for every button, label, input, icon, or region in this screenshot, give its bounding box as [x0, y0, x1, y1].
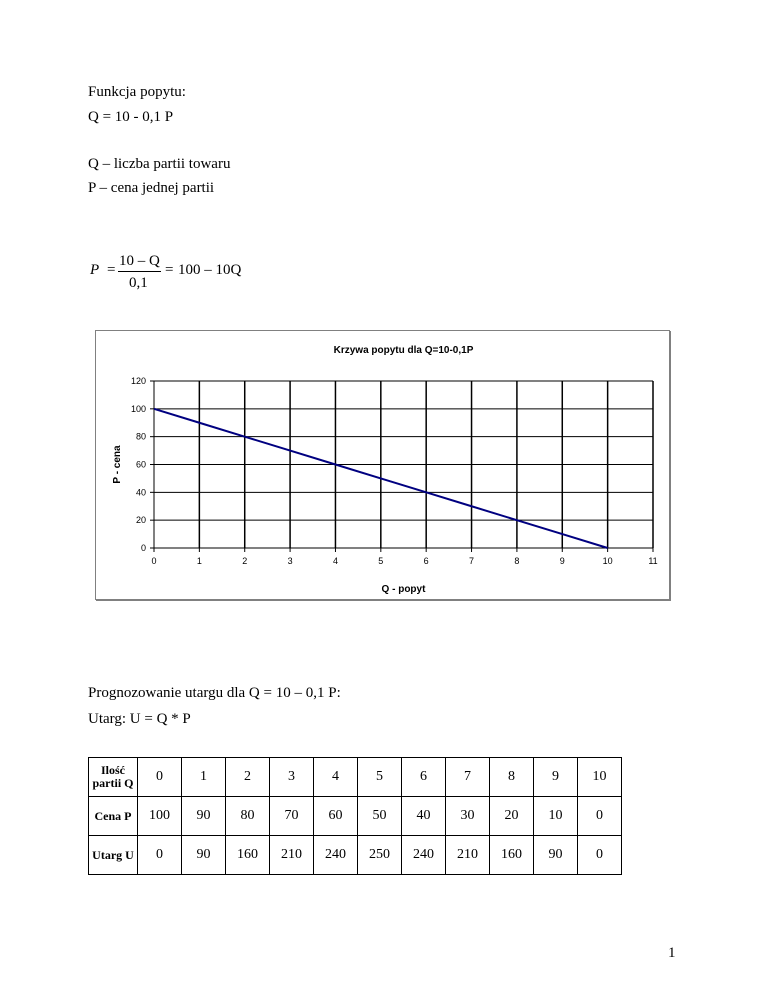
revenue-table [88, 757, 622, 875]
y-tick-label: 0 [140, 543, 146, 553]
row-label: Ilość partii Q [89, 758, 138, 797]
table-cell: 160 [226, 836, 270, 875]
page-number: 1 [668, 945, 676, 961]
demand-heading: Funkcja popytu: [88, 84, 186, 100]
table-cell: 6 [402, 758, 446, 797]
demand-formula: Q = 10 - 0,1 P [88, 109, 174, 125]
q-definition: Q – liczba partii towaru [88, 156, 231, 172]
x-tick-label: 10 [602, 556, 613, 566]
x-tick-label: 3 [287, 556, 293, 566]
y-tick-label: 80 [135, 431, 146, 442]
table-cell: 90 [534, 836, 578, 875]
y-axis-label: P - cena [112, 445, 123, 484]
y-tick-label: 60 [135, 459, 146, 470]
x-tick-label: 2 [242, 556, 248, 566]
table-row [89, 758, 622, 797]
table-cell: 240 [314, 836, 358, 875]
table-cell: 0 [578, 797, 622, 836]
table-cell: 30 [446, 797, 490, 836]
table-cell: 40 [402, 797, 446, 836]
table-cell: 80 [226, 797, 270, 836]
table-cell: 210 [446, 836, 490, 875]
table-cell: 90 [182, 836, 226, 875]
table-row [89, 797, 622, 836]
row-label: Utarg U [89, 836, 138, 875]
table-cell: 3 [270, 758, 314, 797]
table-cell: 10 [534, 797, 578, 836]
eq-sign-2: = [165, 262, 174, 278]
x-tick-label: 8 [514, 556, 520, 566]
table-cell: 100 [138, 797, 182, 836]
table-cell: 60 [314, 797, 358, 836]
eq-lhs: P [90, 262, 100, 278]
table-cell: 0 [578, 836, 622, 875]
x-tick-label: 6 [423, 556, 429, 566]
x-axis-label: Q - popyt [381, 584, 426, 595]
p-definition: P – cena jednej partii [88, 180, 215, 196]
eq-sign-1: = [107, 262, 116, 278]
table-cell: 210 [270, 836, 314, 875]
demand-chart [95, 330, 670, 600]
table-cell: 5 [358, 758, 402, 797]
row-label: Cena P [89, 797, 138, 836]
table-cell: 240 [402, 836, 446, 875]
table-cell: 8 [490, 758, 534, 797]
table-cell: 9 [534, 758, 578, 797]
table-cell: 0 [138, 758, 182, 797]
chart-title: Krzywa popytu dla Q=10-0,1P [333, 345, 474, 356]
table-cell: 250 [358, 836, 402, 875]
x-tick-label: 5 [378, 556, 384, 566]
eq-numerator: 10 – Q [119, 253, 160, 269]
table-cell: 0 [138, 836, 182, 875]
y-tick-label: 20 [135, 515, 146, 526]
forecast-heading: Prognozowanie utargu dla Q = 10 – 0,1 P: [88, 685, 341, 701]
table-cell: 4 [314, 758, 358, 797]
table-cell: 1 [182, 758, 226, 797]
table-cell: 20 [490, 797, 534, 836]
eq-rhs: 100 – 10Q [178, 262, 242, 278]
y-tick-label: 120 [130, 376, 146, 386]
chart-svg [96, 331, 669, 599]
x-tick-label: 1 [196, 556, 202, 566]
table-cell: 2 [226, 758, 270, 797]
eq-denominator: 0,1 [129, 275, 148, 291]
x-tick-label: 7 [469, 556, 475, 566]
table-cell: 160 [490, 836, 534, 875]
revenue-formula: Utarg: U = Q * P [88, 711, 191, 727]
table-cell: 7 [446, 758, 490, 797]
x-tick-label: 11 [648, 556, 658, 566]
y-tick-label: 100 [130, 403, 146, 414]
table-cell: 10 [578, 758, 622, 797]
table-row [89, 836, 622, 875]
x-tick-label: 0 [151, 556, 157, 566]
y-tick-label: 40 [135, 487, 146, 498]
x-tick-label: 4 [332, 556, 338, 566]
x-tick-label: 9 [559, 556, 565, 566]
fraction-bar [118, 271, 161, 272]
table-cell: 90 [182, 797, 226, 836]
table-cell: 70 [270, 797, 314, 836]
table-cell: 50 [358, 797, 402, 836]
